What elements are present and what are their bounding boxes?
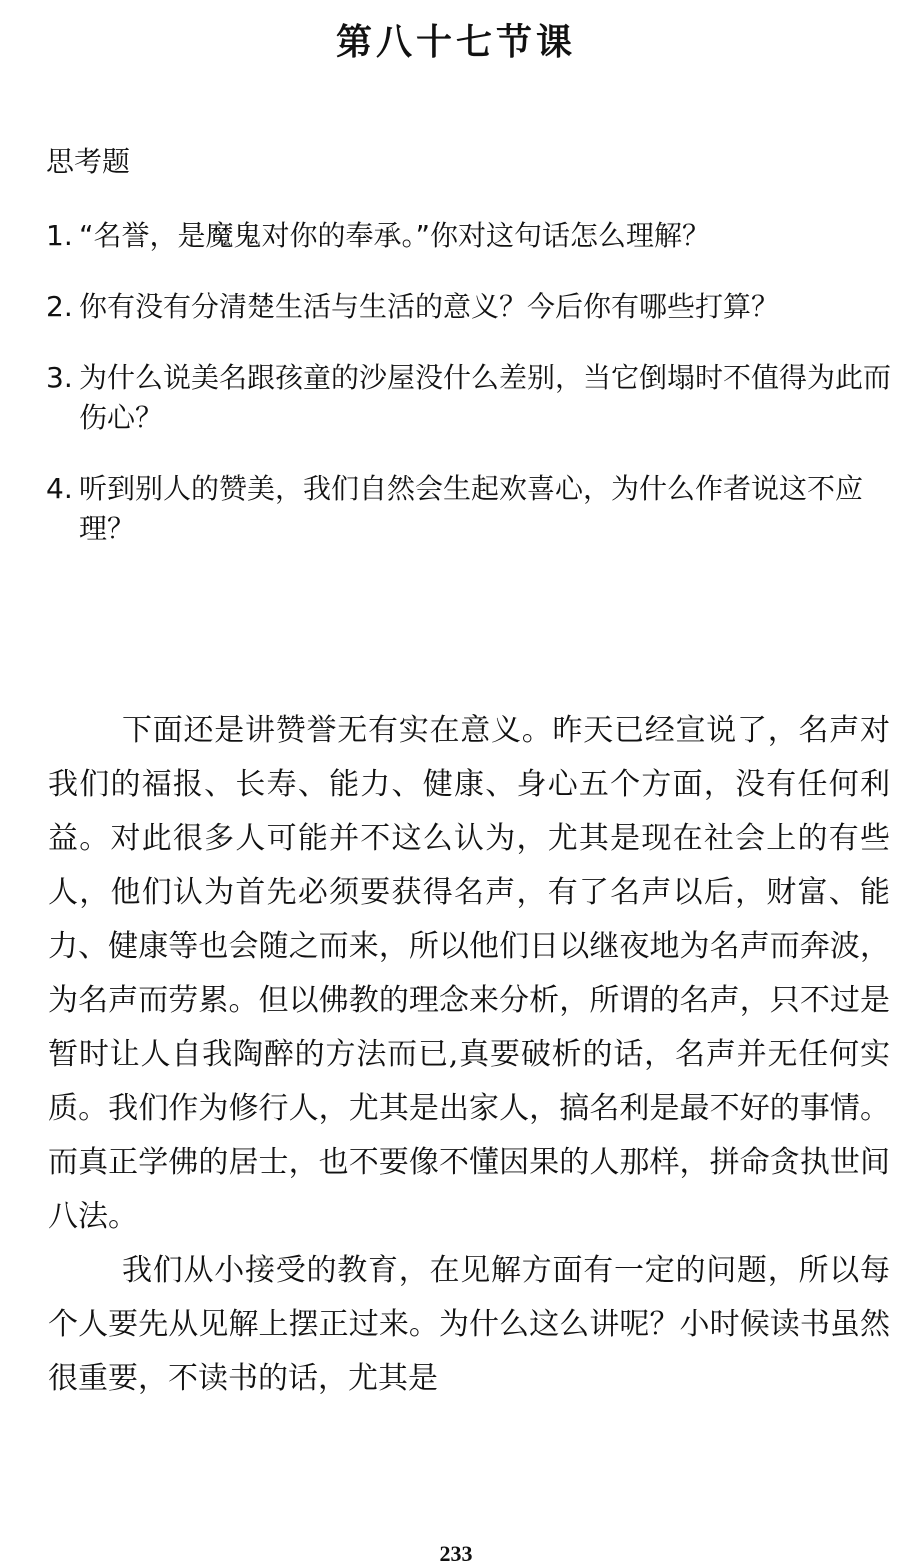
- body-paragraph: 下面还是讲赞誉无有实在意义。昨天已经宣说了，名声对我们的福报、长寿、能力、健康、身心五个方面，没有任何利益。对此很多人可能并不这么认为，尤其是现在社会上的有些人，他们认为首先必须要获得名声，有了名声以后，财富、能力、健康等也会随之而来，所以他们日以继夜地为名声而奔波，为名声而劳累。但以佛教的理念来分析，所谓的名声，只不过是暂时让人自我陶醉的方法而已,真要破析的话，名声并无任何实质。我们作为修行人，尤其是出家人，搞名利是最不好的事情。而真正学佛的居士，也不要像不懂因果的人那样，拼命贪执世间八法。: [48, 713, 890, 1234]
- question-text: 你有没有分清楚生活与生活的意义？今后你有哪些打算？: [79, 290, 780, 323]
- question-text: 听到别人的赞美，我们自然会生起欢喜心，为什么作者说这不应理？: [79, 472, 864, 545]
- body-paragraph: 我们从小接受的教育，在见解方面有一定的问题，所以每个人要先从见解上摆正过来。为什么这么讲呢？小时候读书虽然很重要，不读书的话，尤其是: [48, 1253, 890, 1396]
- question-text: “名誉，是魔鬼对你的奉承。”你对这句话怎么理解？: [79, 219, 711, 252]
- question-number: 4.: [46, 472, 73, 505]
- question-number: 2.: [46, 290, 73, 323]
- question-list: [46, 216, 891, 580]
- question-item: [46, 216, 891, 256]
- question-number: 1.: [46, 219, 73, 252]
- question-item: [46, 358, 891, 438]
- question-item: [46, 469, 891, 549]
- body-text: [48, 704, 890, 1406]
- question-number: 3.: [46, 361, 73, 394]
- page-number: 233: [439, 1541, 473, 1566]
- questions-heading: 思考题: [46, 145, 131, 178]
- page-title: 第八十七节课: [335, 21, 576, 63]
- question-item: [46, 287, 891, 327]
- question-text: 为什么说美名跟孩童的沙屋没什么差别，当它倒塌时不值得为此而伤心？: [79, 361, 892, 434]
